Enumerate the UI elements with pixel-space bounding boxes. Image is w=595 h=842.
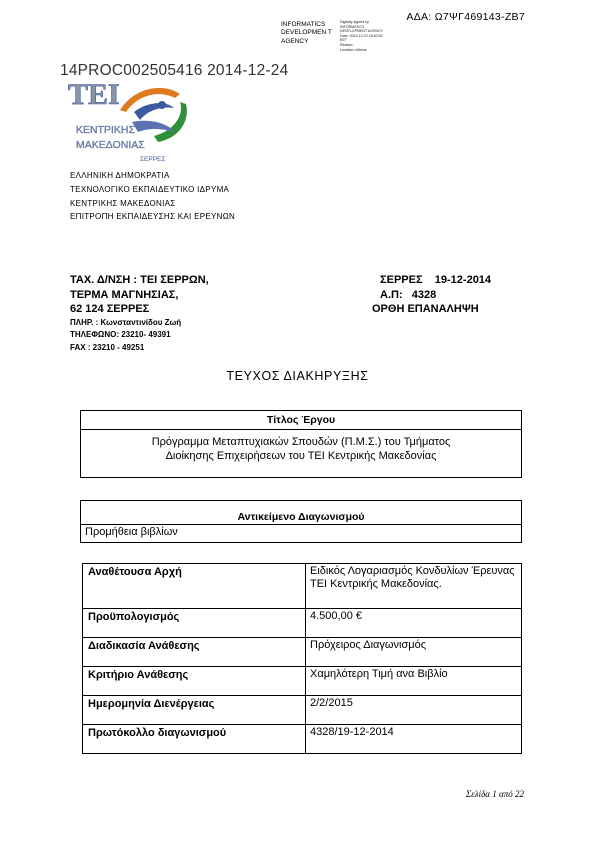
logo-tei-text: ΤΕΙ — [68, 78, 120, 111]
institution-line: ΤΕΧΝΟΛΟΓΙΚΟ ΕΚΠΑΙΔΕΥΤΙΚΟ ΙΔΡΥΜΑ — [70, 184, 230, 194]
table-row — [83, 609, 522, 638]
institution-line: ΕΠΙΤΡΟΠΗ ΕΚΠΑΙΔΕΥΣΗΣ ΚΑΙ ΕΡΕΥΝΩΝ — [70, 212, 236, 222]
contact-person: ΠΛΗΡ. : Κωνσταντινίδου Ζωή — [70, 317, 182, 327]
phone-number: ΤΗΛΕΦΩΝΟ: 23210- 49391 — [70, 330, 171, 340]
project-title-line: Διοίκησης Επιχειρήσεων του ΤΕΙ Κεντρικής Μακεδονίας — [165, 450, 437, 462]
detail-value: 4.500,00 € — [306, 609, 522, 638]
signature-detail-line: EET — [340, 38, 347, 43]
details-table — [82, 563, 522, 754]
institution-block — [70, 169, 235, 224]
table-row — [83, 696, 522, 725]
address-block — [70, 273, 209, 355]
correct-repetition: ΟΡΘΗ ΕΠΑΝΑΛΗΨΗ — [372, 303, 479, 315]
logo-text-serres: ΣΕΡΡΕΣ — [140, 156, 166, 163]
detail-key: Ημερομηνία Διενέργειας — [83, 696, 306, 725]
fax-number: FAX : 23210 - 49251 — [70, 343, 145, 353]
project-title-line: Πρόγραμμα Μεταπτυχιακών Σπουδών (Π.Μ.Σ.) του Τμήματος — [151, 436, 451, 448]
detail-key: Προϋπολογισμός — [83, 609, 306, 638]
detail-value: Ειδικός Λογαριασμός Κονδυλίων Έρευνας ΤΕΙ Κεντρικής Μακεδονίας. — [306, 564, 522, 609]
detail-value: Πρόχειρος Διαγωνισμός — [306, 638, 522, 667]
signature-detail-line: INFORMATICS — [340, 24, 365, 29]
proc-identifier: 14PROC002505416 2014-12-24 — [60, 62, 289, 79]
document-title: ΤΕΥΧΟΣ ΔΙΑΚΗΡΥΞΗΣ — [226, 369, 369, 383]
city-date: ΣΕΡΡΕΣ 19-12-2014 — [380, 274, 492, 286]
signature-detail-line: Reason: — [340, 42, 354, 47]
project-title-box — [80, 410, 522, 478]
page-number: Σελίδα 1 από 22 — [465, 789, 524, 799]
logo-text-makedonias: ΜΑΚΕΔΟΝΙΑΣ — [76, 139, 145, 151]
detail-value: 2/2/2015 — [306, 696, 522, 725]
ada-code: ΑΔΑ: Ω7ΨΓ469143-ΖΒ7 — [406, 11, 525, 23]
signature-label: INFORMATICS DEVELOPMEN T AGENCY — [281, 21, 332, 45]
reference-block — [372, 273, 492, 317]
logo-dot — [158, 101, 166, 109]
address-line: ΤΑΧ. Δ/ΝΣΗ : ΤΕΙ ΣΕΡΡΩΝ, — [70, 274, 209, 286]
signature-detail-line: Location: Athens — [340, 47, 367, 52]
logo-text-kentrikis: ΚΕΝΤΡΙΚΗΣ — [76, 124, 136, 136]
project-title-heading: Τίτλος Έργου — [81, 411, 522, 430]
institution-line: ΚΕΝΤΡΙΚΗΣ ΜΑΚΕΔΟΝΙΑΣ — [70, 198, 176, 208]
subject-heading: Αντικείμενο Διαγωνισμού — [81, 501, 522, 525]
subject-box — [80, 500, 522, 543]
detail-key: Κριτήριο Ανάθεσης — [83, 667, 306, 696]
signature-details — [340, 20, 402, 52]
detail-key: Πρωτόκολλο διαγωνισμού — [83, 725, 306, 754]
table-row — [83, 638, 522, 667]
protocol-number: Α.Π: 4328 — [380, 288, 437, 301]
table-row — [83, 725, 522, 754]
subject-value: Προμήθεια βιβλίων — [81, 525, 522, 543]
detail-key: Αναθέτουσα Αρχή — [83, 564, 306, 609]
table-row — [83, 667, 522, 696]
signature-detail-line: Digitally signed by — [340, 20, 369, 24]
address-line: ΤΕΡΜΑ ΜΑΓΝΗΣΙΑΣ, — [70, 288, 179, 301]
signature-detail-line: Date: 2014.12.23 18:40:50 — [340, 33, 383, 38]
tei-logo — [62, 74, 192, 166]
table-row — [83, 564, 522, 609]
detail-key: Διαδικασία Ανάθεσης — [83, 638, 306, 667]
signature-detail-line: DEVELOPMENT AGENCY — [340, 29, 384, 34]
address-line: 62 124 ΣΕΡΡΕΣ — [70, 303, 150, 315]
detail-value: Χαμηλότερη Τιμή ανα Βιβλίο — [306, 667, 522, 696]
logo-blue-arc — [134, 103, 174, 120]
institution-line: ΕΛΛΗΝΙΚΗ ΔΗΜΟΚΡΑΤΙΑ — [70, 171, 170, 180]
project-title-value — [81, 430, 522, 478]
detail-value: 4328/19-12-2014 — [306, 725, 522, 754]
